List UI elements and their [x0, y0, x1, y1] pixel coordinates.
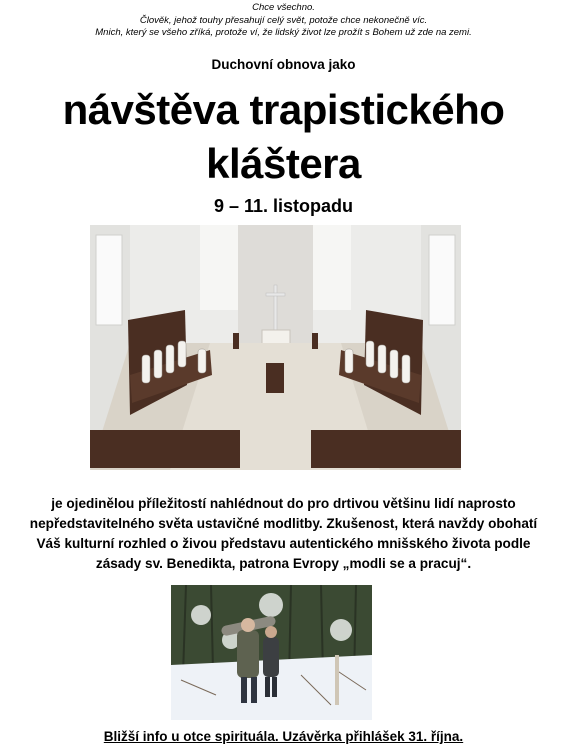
kicker-text: Duchovní obnova jako [211, 57, 356, 72]
footer-note [0, 729, 567, 744]
page-title [0, 83, 567, 191]
quote-line-3: Mnich, který se všeho zříká, protože ví, že lidský život lze prožít s Bohem už zde na zemi. [95, 27, 472, 38]
event-dates: 9 – 11. listopadu [213, 196, 354, 216]
title-line-2: kláštera [206, 140, 361, 187]
body-line-1: je ojedinělou příležitostí nahlédnout do pro drtivou většinu lidí naprosto [51, 496, 516, 511]
body-line-3: Váš kulturní rozhled o živou představu autentického mnišského života podle [36, 536, 531, 551]
body-line-4: zásady sv. Benedikta, patrona Evropy „modli se a pracuj“. [95, 556, 472, 571]
quote-line-1: Chce všechno. [252, 2, 315, 13]
body-paragraph [0, 494, 567, 574]
epigraph-quote [0, 2, 567, 40]
footer-text: Bližší info u otce spirituála. Uzávěrka přihlášek 31. října. [103, 729, 464, 744]
quote-line-2: Člověk, jehož touhy přesahují celý svět, potože chce nekonečně víc. [139, 14, 428, 26]
monks-in-snow-photo [171, 585, 372, 720]
monastery-church-photo [90, 225, 461, 470]
title-line-1: návštěva trapistického [62, 86, 505, 133]
body-line-2: nepředstavitelného světa ustavičné modlitby. Zkušenost, která navždy obohatí [29, 516, 538, 531]
